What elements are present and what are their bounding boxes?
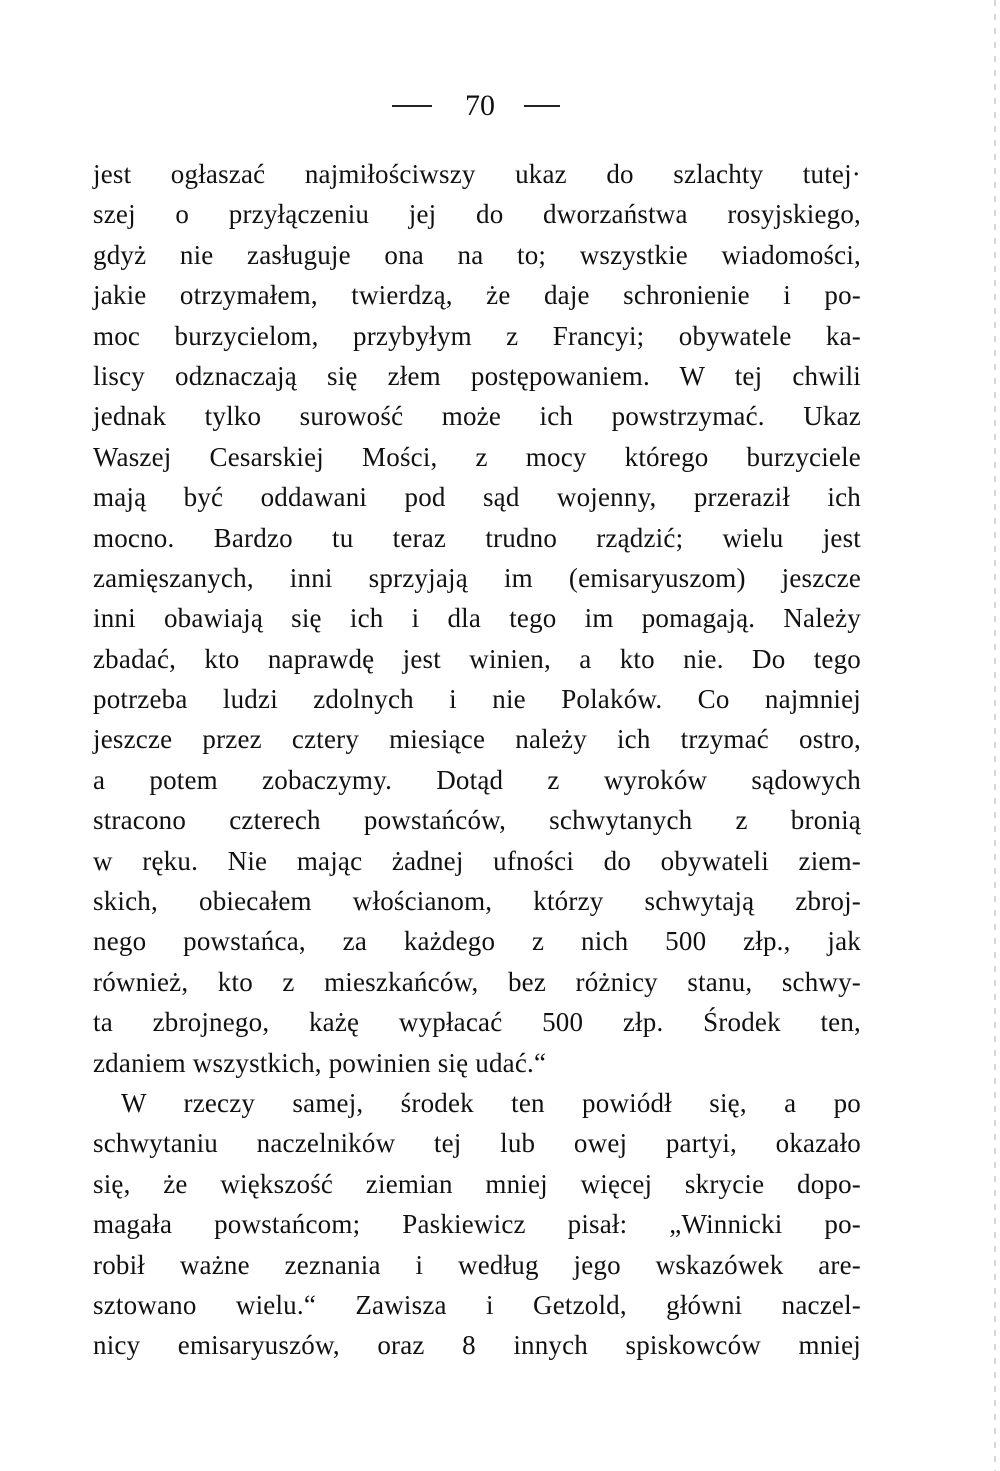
text-line: w ręku. Nie mając żadnej ufności do obywateli ziem-: [93, 845, 861, 876]
page-edge-shadow: [994, 0, 996, 1471]
text-line: nego powstańca, za każdego z nich 500 złp., jak: [93, 926, 861, 957]
text-line: liscy odznaczają się złem postępowaniem. W tej chwili: [93, 360, 861, 391]
text-line: jeszcze przez cztery miesiące należy ich trzymać ostro,: [93, 724, 861, 755]
text-line: a potem zobaczymy. Dotąd z wyroków sądowych: [93, 764, 861, 795]
text-line: zamięszanych, inni sprzyjają im (emisaryuszom) jeszcze: [93, 562, 861, 593]
text-line: jest ogłaszać najmiłościwszy ukaz do szlachty tutej·: [93, 159, 861, 189]
text-line: gdyż nie zasługuje ona na to; wszystkie wiadomości,: [93, 239, 861, 270]
text-line: jednak tylko surowość może ich powstrzymać. Ukaz: [93, 401, 861, 432]
page-header: [0, 82, 1000, 132]
text-line: mają być oddawani pod sąd wojenny, przeraził ich: [93, 482, 861, 513]
text-line: robił ważne zeznania i według jego wskazówek are-: [93, 1249, 861, 1280]
text-line: się, że większość ziemian mniej więcej skrycie dopo-: [93, 1168, 861, 1199]
text-line: jakie otrzymałem, twierdzą, że daje schronienie i po-: [93, 280, 861, 311]
text-line: schwytaniu naczelników tej lub owej partyi, okazało: [93, 1128, 861, 1159]
text-line: ta zbrojnego, każę wypłacać 500 złp. Środek ten,: [93, 1007, 861, 1038]
text-line: zdaniem wszystkich, powinien się udać.“: [93, 1047, 547, 1078]
text-line: inni obawiają się ich i dla tego im pomagają. Należy: [93, 603, 861, 634]
text-line: skich, obiecałem włościanom, którzy schwytają zbroj-: [93, 886, 861, 917]
header-dash-right: [524, 105, 560, 107]
paragraph-start-line: W rzeczy samej, środek ten powiódł się, a po: [121, 1087, 861, 1118]
page-number: 70: [465, 89, 495, 122]
text-line: mocno. Bardzo tu teraz trudno rządzić; wielu jest: [93, 522, 861, 553]
text-line: magała powstańcom; Paskiewicz pisał: „Winnicki po-: [93, 1209, 861, 1240]
body-text: [93, 154, 861, 1366]
text-line: zbadać, kto naprawdę jest winien, a kto nie. Do tego: [93, 643, 861, 674]
text-line: moc burzycielom, przybyłym z Francyi; obywatele ka-: [93, 320, 861, 351]
text-line: potrzeba ludzi zdolnych i nie Polaków. Co najmniej: [93, 684, 861, 715]
text-line: sztowano wielu.“ Zawisza i Getzold, główni naczel-: [93, 1289, 861, 1320]
text-line: szej o przyłączeniu jej do dworzaństwa rosyjskiego,: [93, 199, 861, 230]
text-line: nicy emisaryuszów, oraz 8 innych spiskowców mniej: [93, 1330, 861, 1361]
text-line: Waszej Cesarskiej Mości, z mocy którego burzyciele: [93, 441, 861, 472]
text-line: również, kto z mieszkańców, bez różnicy stanu, schwy-: [93, 966, 861, 997]
header-dash-left: [392, 105, 432, 107]
text-line: stracono czterech powstańców, schwytanych z bronią: [93, 805, 861, 836]
